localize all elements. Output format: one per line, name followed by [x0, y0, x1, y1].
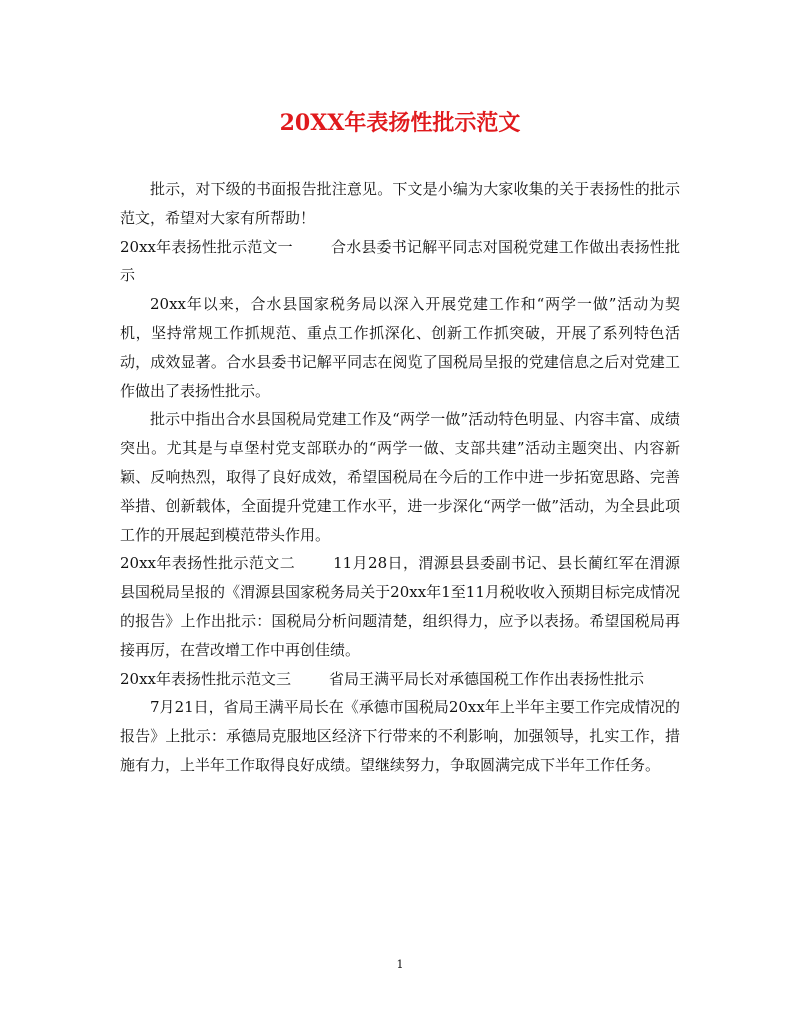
sample-3-paragraph: 7月21日，省局王满平局长在《承德市国税局20xx年上半年主要工作完成情况的报告》上批示：承德局克服地区经济下行带来的不利影响，加强领导，扎实工作，措施有力，上半年工作取得良好成绩。望继续努力，争取圆满完成下半年工作任务。	[120, 698, 680, 774]
sample-1-heading	[120, 233, 680, 291]
sample-2-paragraph	[120, 549, 680, 664]
sample-2-label: 20xx年表扬性批示范文二	[120, 554, 296, 573]
intro-paragraph: 批示，对下级的书面报告批注意见。下文是小编为大家收集的关于表扬性的批示范文，希望对大家有所帮助！	[120, 180, 680, 227]
sample-3-subtitle: 省局王满平局长对承德国税工作作出表扬性批示	[329, 669, 645, 688]
sample-1-subtitle: 合水县委书记解平同志对国税党建工作做出表扬性批示	[120, 237, 680, 285]
sample-3-heading	[120, 665, 680, 694]
sample-3-label: 20xx年表扬性批示范文三	[120, 669, 292, 688]
page-number: 1	[396, 958, 404, 971]
document-title: 20XX年表扬性批示范文	[279, 110, 521, 136]
sample-1-paragraph-2: 批示中指出合水县国税局党建工作及“两学一做”活动特色明显、内容丰富、成绩突出。尤其是与卓堡村党支部联办的“两学一做、支部共建”活动主题突出、内容新颖、反响热烈，取得了良好成效，希望国税局在今后的工作中进一步拓宽思路、完善举措、创新载体，全面提升党建工作水平，进一步深化“两学一做”活动，为全县此项工作的开展起到模范带头作用。	[120, 410, 680, 544]
sample-2-text: 11月28日，渭源县县委副书记、县长蔺红军在渭源县国税局呈报的《渭源县国家税务局关于20xx年1至11月税收收入预期目标完成情况的报告》上作出批示：国税局分析问题清楚，组织得力，应予以表扬。希望国税局再接再厉，在营改增工作中再创佳绩。	[120, 554, 680, 659]
sample-1-paragraph-1: 20xx年以来，合水县国家税务局以深入开展党建工作和“两学一做”活动为契机，坚持常规工作抓规范、重点工作抓深化、创新工作抓突破，开展了系列特色活动，成效显著。合水县委书记解平同志在阅览了国税局呈报的党建信息之后对党建工作做出了表扬性批示。	[120, 295, 680, 400]
document-body	[120, 175, 680, 780]
sample-1-label: 20xx年表扬性批示范文一	[120, 237, 293, 256]
